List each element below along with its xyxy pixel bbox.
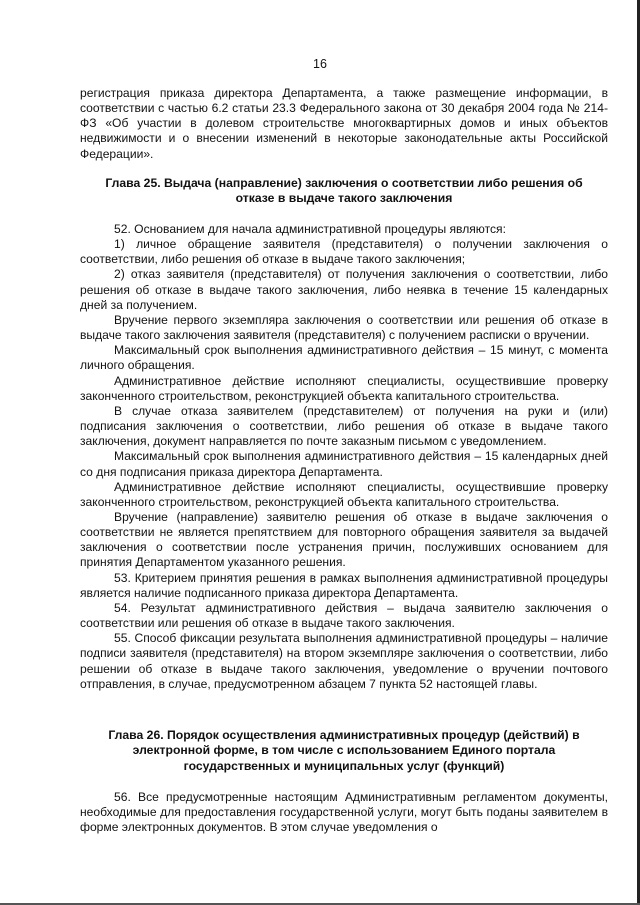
list-item-2: 2) отказ заявителя (представителя) от получения заключения о соответствии, либо решения об отказе в выдаче такого заключения, либо неявка в течение 15 календарных дней за получением. xyxy=(80,267,608,312)
paragraph-specialists-1: Административное действие исполняют специалисты, осуществившие проверку законченного строительством, реконструкцией объекта капитального строительства. xyxy=(80,373,608,403)
paragraph-refusal: В случае отказа заявителем (представителем) от получения на руки и (или) подписания заключения о соответствии, либо решения об отказе в выдаче такого заключения, документ направляется по почте заказным письмом с уведомлением. xyxy=(80,403,608,449)
paragraph-max-time-15-days: Максимальный срок выполнения административного действия – 15 календарных дней со дня подписания приказа директора Департамента. xyxy=(80,449,608,479)
chapter-25-title: Глава 25. Выдача (направление) заключения о соответствии либо решения об отказе в выдаче такого заключения xyxy=(105,176,583,206)
paragraph-53: 53. Критерием принятия решения в рамках выполнения административной процедуры является наличие подписанного приказа директора Департамента. xyxy=(80,570,608,600)
paragraph-55: 55. Способ фиксации результата выполнения административной процедуры – наличие подписи заявителя (представителя) на втором экземпляре заключения о соответствии, либо решении об отказе в выдаче такого заключения, уведомление о вручении почтового отправления, в случае, предусмотренном абзацем 7 пункта 52 настоящей главы. xyxy=(80,631,608,691)
paragraph-54: 54. Результат административного действия – выдача заявителю заключения о соответствии или решения об отказе в выдаче такого заключения. xyxy=(80,600,608,631)
page-number: 16 xyxy=(313,57,327,71)
intro-section xyxy=(80,86,608,162)
paragraph-52: 52. Основанием для начала административной процедуры являются: xyxy=(114,222,506,236)
list-item-1: 1) личное обращение заявителя (представителя) о получении заключения о соответствии, либо решения об отказе в выдаче такого заключения; xyxy=(80,237,608,267)
paragraph-repeat-request: Вручение (направление) заявителю решения об отказе в выдаче заключения о соответствии не является препятствием для повторного обращения заявителя за выдачей заключения о соответствии после устранения причин, послуживших основанием для принятия Департаментом указанного решения. xyxy=(80,509,608,570)
paragraph-delivery: Вручение первого экземпляра заключения о соответствии или решения об отказе в выдаче такого заключения заявителя (представителя) с получением расписки о вручении. xyxy=(80,312,608,343)
paragraph-specialists-2: Административное действие исполняют специалисты, осуществившие проверку законченного строительством, реконструкцией объекта капитального строительства. xyxy=(80,479,608,509)
chapter-26-title: Глава 26. Порядок осуществления административных процедур (действий) в электронной форме, в том числе с использованием Единого портала государственных и муниципальных услуг (функций) xyxy=(108,728,580,773)
intro-paragraph: регистрация приказа директора Департамента, а также размещение информации, в соответствии с частью 6.2 статьи 23.3 Федерального закона от 30 декабря 2004 года № 214-ФЗ «Об участии в долевом строительстве многоквартирных домов и иных объектов недвижимости и о внесении изменений в некоторые законодательные акты Российской Федерации». xyxy=(80,86,608,161)
chapter-26-heading-block xyxy=(86,728,602,774)
chapter-25-body xyxy=(80,222,608,692)
chapter-25-heading-block xyxy=(88,176,600,207)
paragraph-56: 56. Все предусмотренные настоящим Административным регламентом документы, необходимые для предоставления государственной услуги, могут быть поданы заявителем в форме электронных документов. В этом случае уведомления о xyxy=(80,790,608,835)
chapter-26-body xyxy=(80,790,608,835)
paragraph-max-time-15-min: Максимальный срок выполнения административного действия – 15 минут, с момента личного обращения. xyxy=(80,343,608,373)
